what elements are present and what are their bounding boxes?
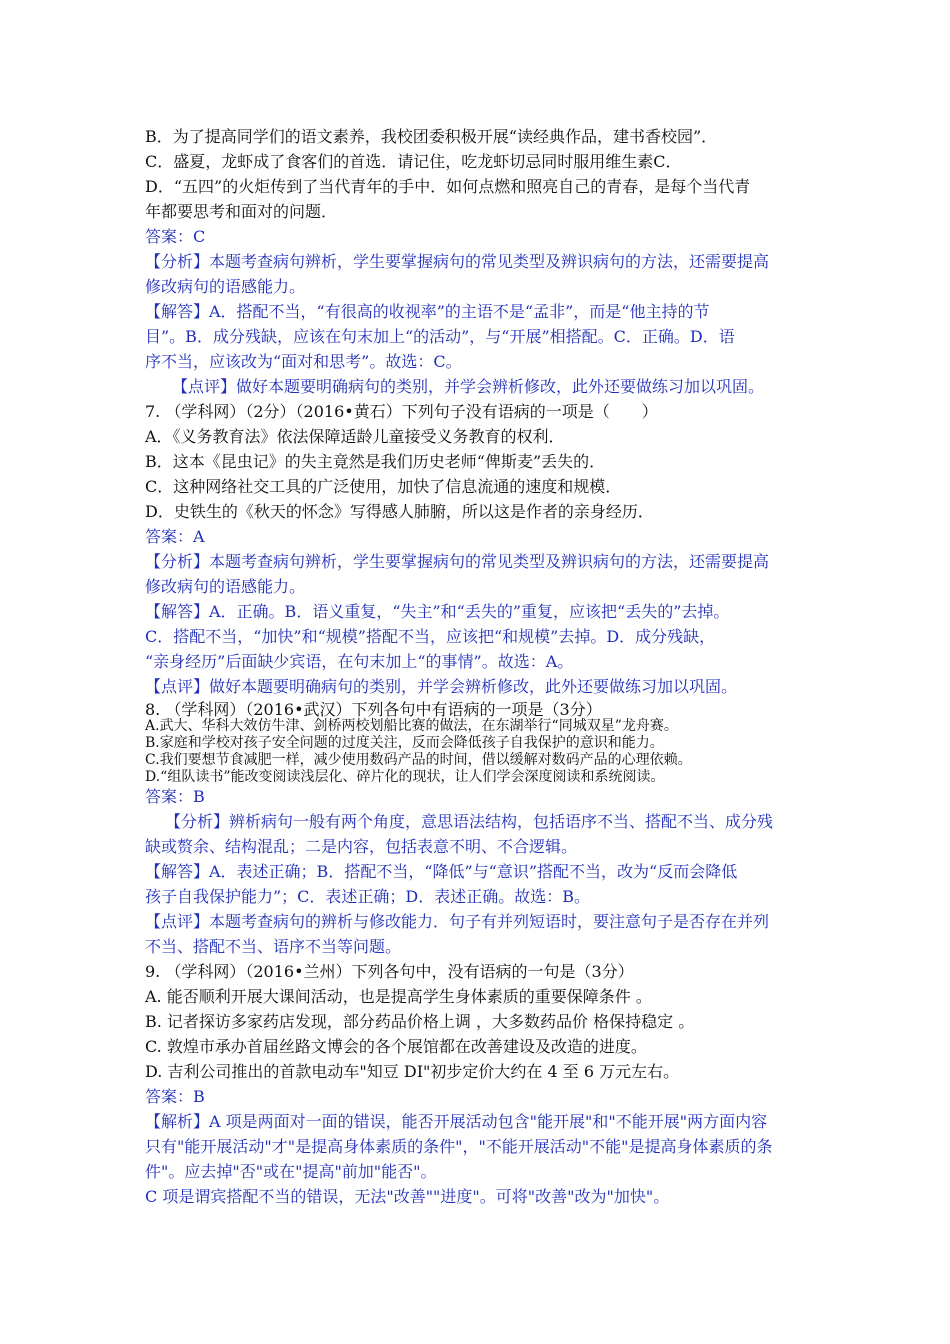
q7-analysis-cont: 修改病句的语感能力。 [145, 577, 306, 596]
q8-answer: 答案：B [145, 787, 205, 806]
q9-explanation-cont2: 件"。应去掉"否"或在"提高"前加"能否"。 [145, 1162, 437, 1181]
q7-option-a: A．《义务教育法》依法保障适龄儿童接受义务教育的权利． [145, 427, 565, 446]
q8-question: 8. （学科网）（2016•武汉）下列各句中有语病的一项是（3分） [145, 700, 602, 719]
q6-option-b: B．为了提高同学们的语文素养，我校团委积极开展“读经典作品，建书香校园”． [145, 127, 718, 146]
q8-option-a: A.武大、华科大效仿牛津、剑桥两校划船比赛的做法，在东湖举行“同城双星”龙舟赛。 [145, 718, 678, 734]
q6-solution-cont: 目”。B．成分残缺，应该在句末加上“的活动”，与“开展”相搭配。C．正确。D．语 [145, 327, 735, 346]
q9-option-a: A. 能否顺利开展大课间活动，也是提高学生身体素质的重要保障条件 。 [145, 987, 652, 1006]
q9-explanation-c: C 项是谓宾搭配不当的错误，无法"改善""进度"。可将"改善"改为"加快"。 [145, 1187, 670, 1206]
q8-analysis-cont: 缺或赘余、结构混乱；二是内容，包括表意不明、不合逻辑。 [145, 837, 578, 856]
q7-analysis: 【分析】本题考查病句辨析，学生要掌握病句的常见类型及辨识病句的方法，还需要提高 [145, 552, 770, 571]
q8-analysis: 【分析】辨析病句一般有两个角度，意思语法结构，包括语序不当、搭配不当、成分残 [165, 812, 774, 831]
q9-explanation: 【解析】A 项是两面对一面的错误，能否开展活动包含"能开展"和"不能开展"两方面内容 [145, 1112, 768, 1131]
q7-solution-cont2: “亲身经历”后面缺少宾语，在句末加上“的事情”。故选：A。 [145, 652, 574, 671]
q6-analysis: 【分析】本题考查病句辨析，学生要掌握病句的常见类型及辨识病句的方法，还需要提高 [145, 252, 770, 271]
q7-answer: 答案：A [145, 527, 205, 546]
q9-option-d: D. 吉利公司推出的首款电动车"知豆 DI"初步定价大约在 4 至 6 万元左右。 [145, 1062, 680, 1081]
q9-option-b: B. 记者探访多家药店发现，部分药品价格上调 ，大多数药品价 格保持稳定 。 [145, 1012, 695, 1031]
q6-option-d-cont: 年都要思考和面对的问题． [145, 202, 338, 221]
q7-option-d: D．史铁生的《秋天的怀念》写得感人肺腑，所以这是作者的亲身经历． [145, 502, 654, 521]
q6-solution: 【解答】A．搭配不当，“有很高的收视率”的主语不是“孟非”，而是“他主持的节 [145, 302, 710, 321]
q9-question: 9. （学科网）（2016•兰州）下列各句中，没有语病的一句是（3分） [145, 962, 634, 981]
q9-explanation-cont: 只有"能开展活动"才"是提高身体素质的条件"，"不能开展活动"不能"是提高身体素质的条 [145, 1137, 773, 1156]
q8-solution: 【解答】A．表述正确；B．搭配不当，“降低”与“意识”搭配不当，改为“反而会降低 [145, 862, 738, 881]
q7-question: 7. （学科网）（2分）（2016•黄石）下列句子没有语病的一项是（ ） [145, 402, 658, 421]
q6-option-d: D．“五四”的火炬传到了当代青年的手中．如何点燃和照亮自己的青春，是每个当代青 [145, 177, 751, 196]
q7-solution: 【解答】A．正确。B．语义重复，“失主”和“丢失的”重复，应该把“丢失的”去掉。 [145, 602, 730, 621]
q8-option-d: D.“组队读书”能改变阅读浅层化、碎片化的现状，让人们学会深度阅读和系统阅读。 [145, 769, 665, 785]
q8-comment: 【点评】本题考查病句的辨析与修改能力．句子有并列短语时，要注意句子是否存在并列 [145, 912, 770, 931]
q9-answer: 答案：B [145, 1087, 205, 1106]
q6-solution-cont2: 序不当，应该改为“面对和思考”。故选：C。 [145, 352, 462, 371]
q9-option-c: C. 敦煌市承办首届丝路文博会的各个展馆都在改善建设及改造的进度。 [145, 1037, 647, 1056]
q6-comment: 【点评】做好本题要明确病句的类别，并学会辨析修改，此外还要做练习加以巩固。 [172, 377, 765, 396]
q8-comment-cont: 不当、搭配不当、语序不当等问题。 [145, 937, 402, 956]
q6-analysis-cont: 修改病句的语感能力。 [145, 277, 306, 296]
q8-solution-cont: 孩子自我保护能力”；C．表述正确；D．表述正确。故选：B。 [145, 887, 591, 906]
q8-option-c: C.我们要想节食减肥一样，减少使用数码产品的时间，借以缓解对数码产品的心理依赖。 [145, 752, 692, 768]
q6-answer: 答案：C [145, 227, 206, 246]
q7-option-b: B．这本《昆虫记》的失主竟然是我们历史老师“俾斯麦”丢失的． [145, 452, 606, 471]
q7-comment: 【点评】做好本题要明确病句的类别，并学会辨析修改，此外还要做练习加以巩固。 [145, 677, 738, 696]
q8-option-b: B.家庭和学校对孩子安全问题的过度关注，反而会降低孩子自我保护的意识和能力。 [145, 735, 664, 751]
q7-option-c: C．这种网络社交工具的广泛使用，加快了信息流通的速度和规模． [145, 477, 622, 496]
q7-solution-cont: C．搭配不当，“加快”和“规模”搭配不当，应该把“和规模”去掉。D．成分残缺， [145, 627, 716, 646]
q6-option-c: C．盛夏，龙虾成了食客们的首选．请记住，吃龙虾切忌同时服用维生素C． [145, 152, 682, 171]
